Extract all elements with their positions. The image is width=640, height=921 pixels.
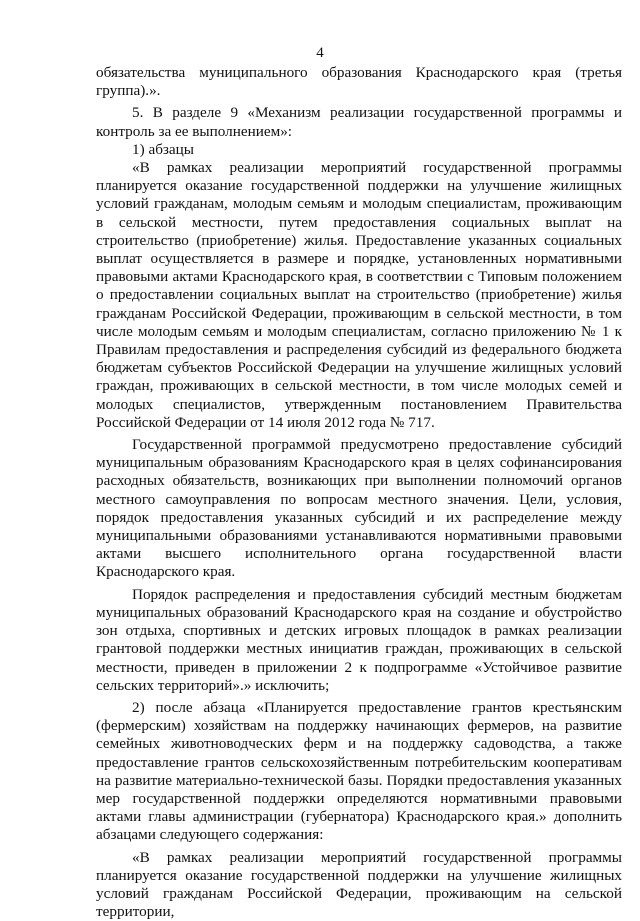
page-number: 4 bbox=[316, 45, 324, 61]
paragraph-quote-housing-support: «В рамках реализации мероприятий государственной программы планируется оказание государственной поддержки на улучшение жилищных условий гражданам, молодым семьям и молодым специалистам, проживающим в сельской местности, путем предоставления социальных выплат на строительство (приобретение) жилья. Предоставление указанных социальных выплат осуществляется в размере и порядке, установленных нормативными правовыми актами Краснодарского края, в соответствии с Типовым положением о предоставлении социальных выплат на строительство (приобретение) жилья гражданам Российской Федерации, проживающим в сельской местности, в том числе молодым семьям и молодым специалистам, согласно приложению № 1 к Правилам предоставления и распределения субсидий из федерального бюджета бюджетам субъектов Российской Федерации на улучшение жилищных условий граждан, проживающих в сельской местности, в том числе молодых семей и молодых специалистов, утвержденным постановлением Правительства Российской Федерации от 14 июля 2012 года № 717. bbox=[96, 159, 622, 431]
paragraph-subsidies: Государственной программой предусмотрено предоставление субсидий муниципальным образованиям Краснодарского края в целях софинансирования расходных обязательств, возникающих при выполнении полномочий органов местного самоуправления по вопросам местного значения. Цели, условия, порядок предоставления указанных субсидий и их распределение между муниципальными образованиями устанавливаются нормативными правовыми актами высшего исполнительного органа государственной власти Краснодарского края. bbox=[96, 436, 622, 581]
paragraph-item-2: 2) после абзаца «Планируется предоставление грантов крестьянским (фермерским) хозяйствам на поддержку начинающих фермеров, на развитие семейных животноводческих ферм и на поддержку садоводства, а также предоставление грантов сельскохозяйственным потребительским кооперативам на развитие материально-технической базы. Порядки предоставления указанных мер государственной поддержки определяются нормативными правовыми актами главы администрации (губернатора) Краснодарского края.» дополнить абзацами следующего содержания: bbox=[96, 698, 622, 844]
paragraph-quote-new: «В рамках реализации мероприятий государственной программы планируется оказание государственной поддержки на улучшение жилищных условий гражданам Российской Федерации, проживающим на сельской территории, bbox=[96, 848, 622, 921]
paragraph-item-1: 1) абзацы bbox=[132, 140, 194, 158]
paragraph-continuation: обязательства муниципального образования Краснодарского края (третья группа).». bbox=[96, 64, 622, 100]
document-body bbox=[96, 64, 622, 921]
paragraph-section-9-heading: 5. В разделе 9 «Механизм реализации государственной программы и контроль за ее выполнением»: bbox=[96, 104, 622, 140]
paragraph-subsidy-procedure: Порядок распределения и предоставления субсидий местным бюджетам муниципальных образований Краснодарского края на создание и обустройство зон отдыха, спортивных и детских игровых площадок в рамках реализации грантовой поддержки местных инициатив граждан, проживающих в сельской местности, приведен в приложении 2 к подпрограмме «Устойчивое развитие сельских территорий».» исключить; bbox=[96, 585, 622, 694]
